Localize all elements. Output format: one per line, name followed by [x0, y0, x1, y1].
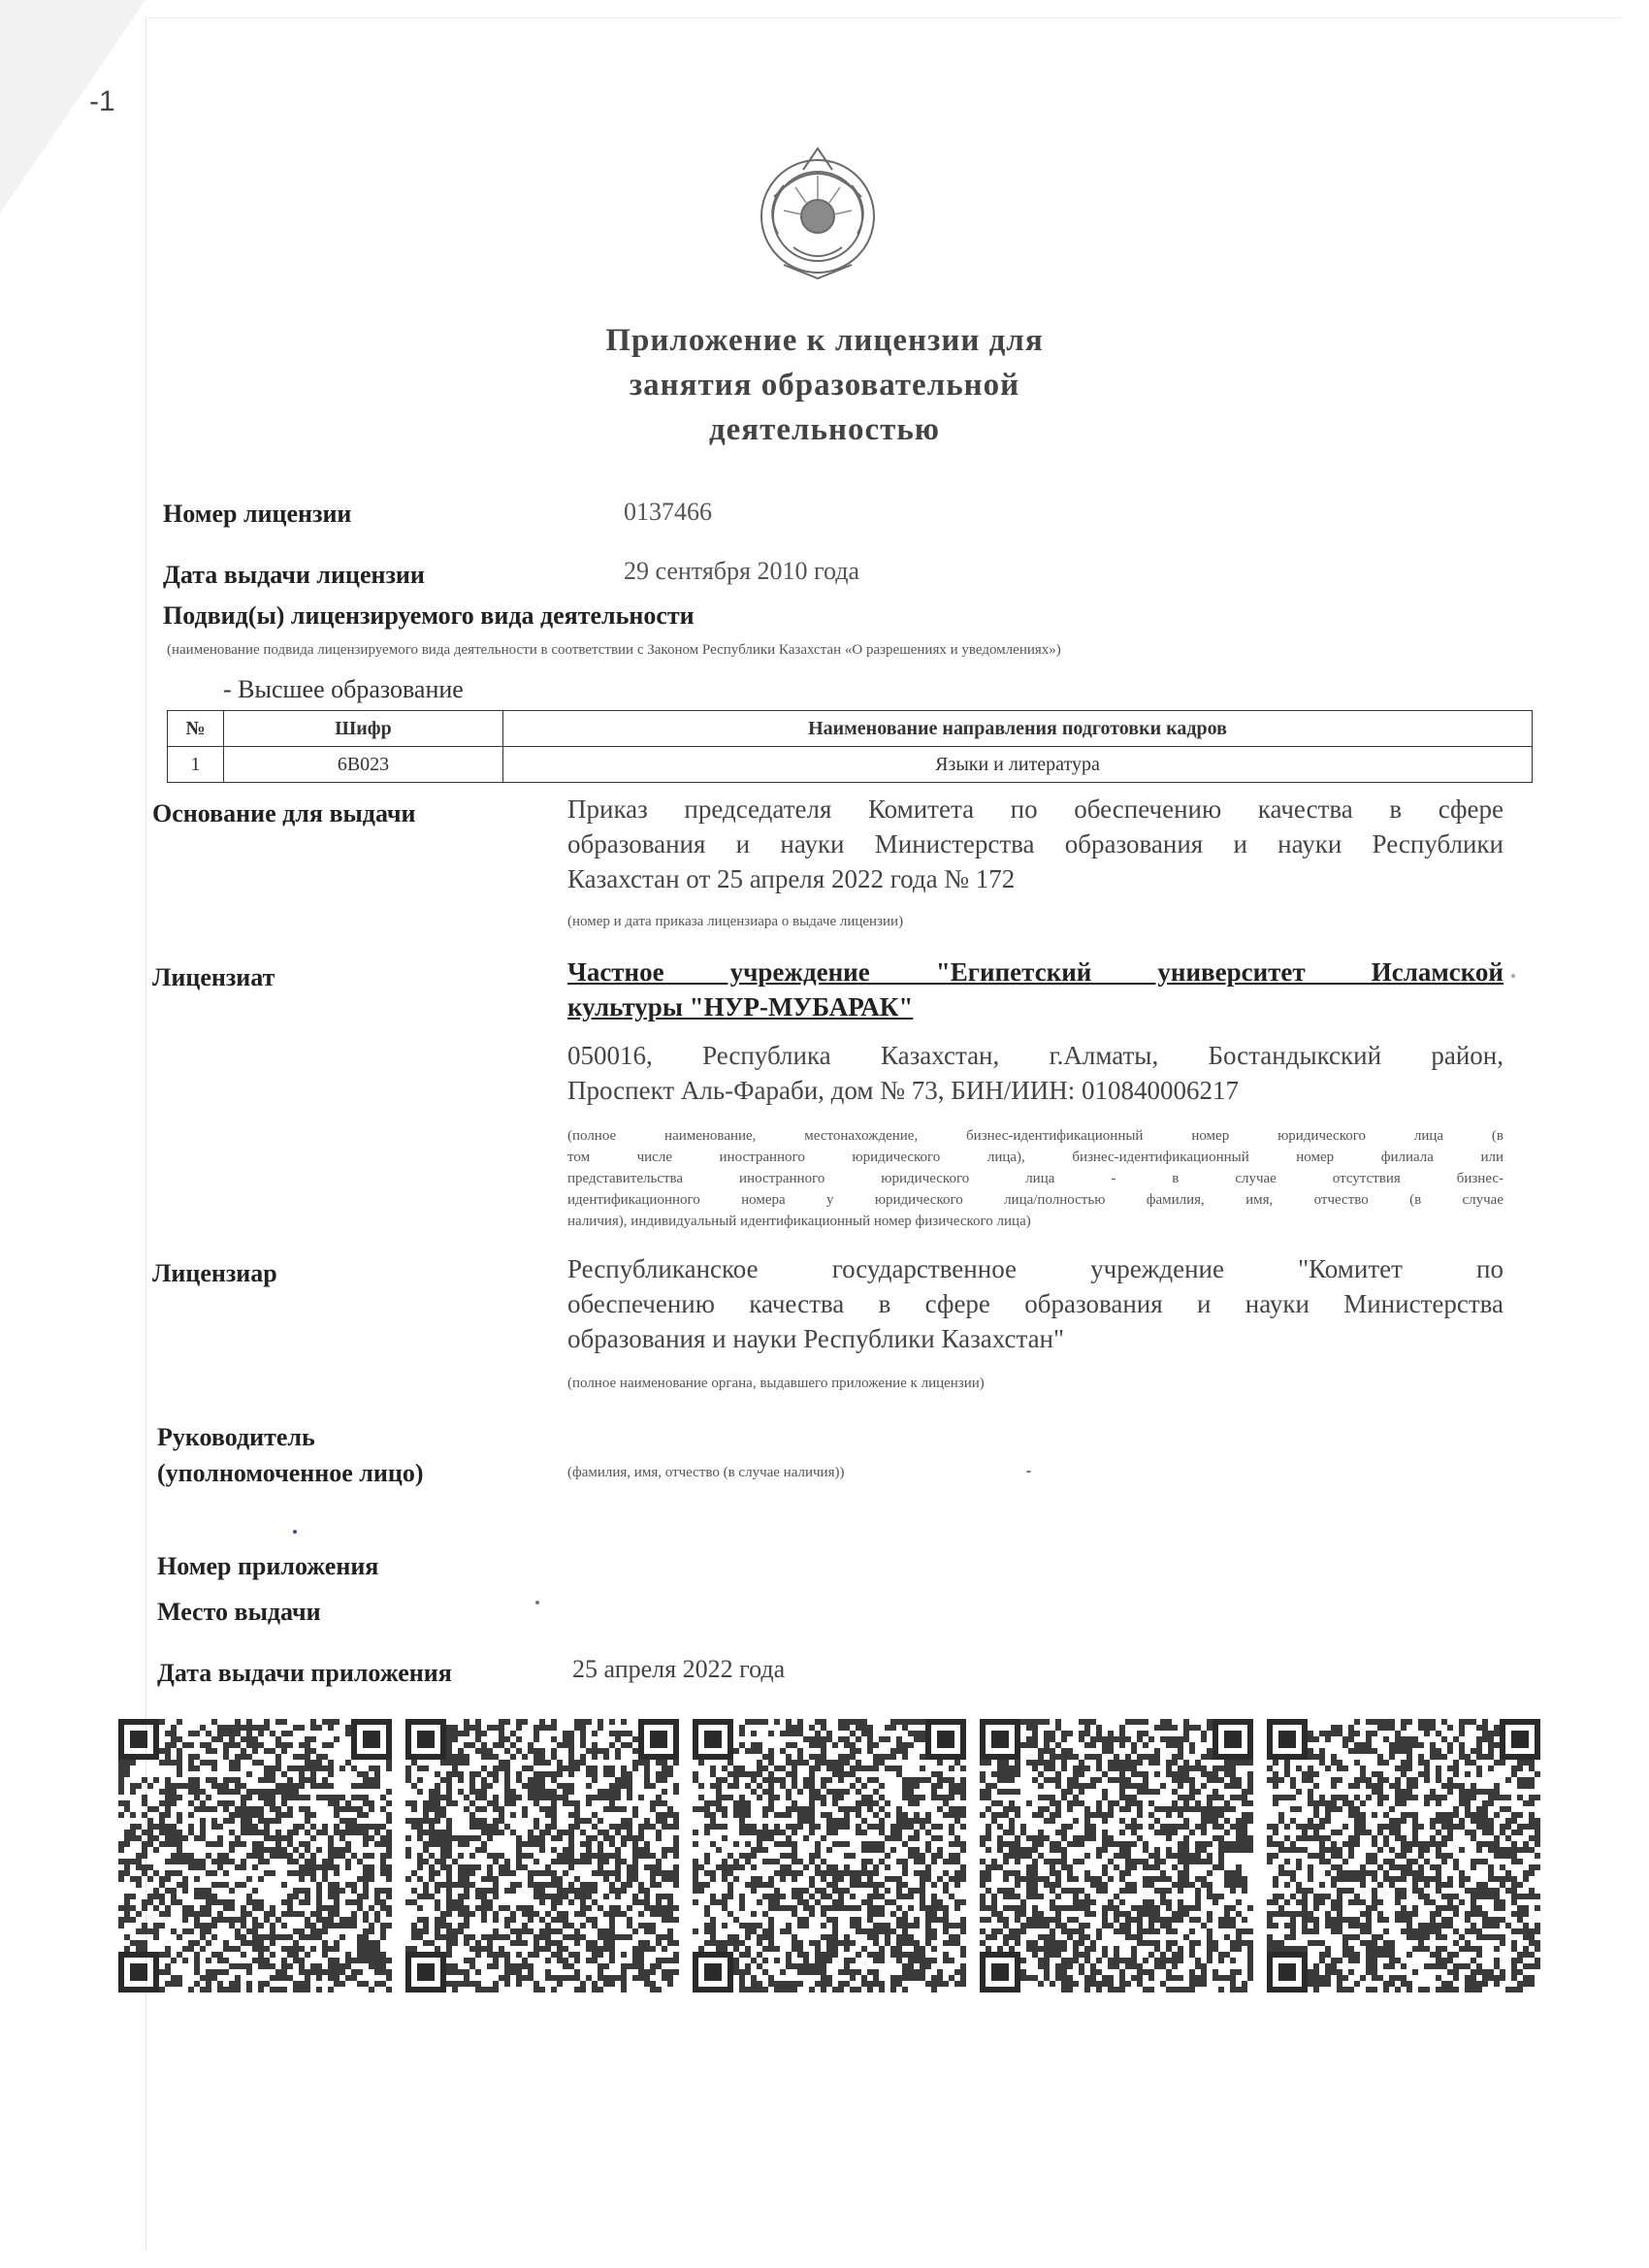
subtypes-label: Подвид(ы) лицензируемого вида деятельности	[163, 601, 695, 630]
basis-line-2: образования и науки Министерства образования и науки Республики	[567, 829, 1504, 859]
folded-page-corner	[0, 0, 146, 213]
licensee-name-line-1: Частное учреждение "Египетский университет Исламской	[567, 957, 1504, 987]
qr-codes	[116, 1715, 1552, 1996]
head-label-line-1: Руководитель	[157, 1423, 315, 1451]
basis-label: Основание для выдачи	[152, 799, 416, 827]
license-number-value: 0137466	[624, 498, 712, 526]
qr-code-3	[693, 1719, 966, 1993]
subtypes-note: (наименование подвида лицензируемого вида деятельности в соответствии с Законом Республики Казахстан «О разрешениях и уведомлениях»)	[167, 642, 1061, 658]
licensee-address-line-2: Проспект Аль-Фараби, дом № 73, БИН/ИИН: 010840006217	[567, 1076, 1239, 1105]
col-header-direction: Наименование направления подготовки кадров	[503, 711, 1533, 747]
licensee-address-line-1: 050016, Республика Казахстан, г.Алматы, Бостандыкский район,	[567, 1041, 1504, 1070]
licensee-name	[567, 955, 1504, 1024]
col-header-number: №	[168, 711, 224, 747]
licensee-note-line-5: наличия), индивидуальный идентификационный номер физического лица)	[567, 1214, 1031, 1229]
head-label-line-2: (уполномоченное лицо)	[157, 1459, 424, 1487]
license-date-value: 29 сентября 2010 года	[624, 557, 860, 585]
programs-table	[167, 710, 1533, 783]
licensor-text	[567, 1251, 1504, 1356]
qr-code-5	[1267, 1719, 1540, 1993]
table-row	[168, 747, 1533, 783]
issue-place-label: Место выдачи	[157, 1598, 321, 1626]
basis-text	[567, 792, 1504, 896]
page-corner-mark: -1	[89, 85, 115, 117]
head-note: (фамилия, имя, отчество (в случае наличия))	[567, 1465, 845, 1480]
col-header-code: Шифр	[224, 711, 503, 747]
document-title: Приложение к лицензии для занятия образовательной деятельностью	[605, 323, 1044, 447]
cell-number: 1	[168, 747, 224, 783]
licensor-line-1: Республиканское государственное учреждение "Комитет по	[567, 1254, 1504, 1283]
licensee-note-line-2: том числе иностранного юридического лица), бизнес-идентификационный номер филиала или	[567, 1150, 1504, 1165]
qr-code-1	[118, 1719, 392, 1993]
licensee-note-line-4: идентификационного номера у юридического лица/полностью фамилия, имя, отчество (в случае	[567, 1192, 1504, 1208]
licensor-label: Лицензиар	[152, 1259, 277, 1287]
subtype-item: - Высшее образование	[223, 675, 464, 703]
qr-code-2	[405, 1719, 679, 1993]
license-date-label: Дата выдачи лицензии	[163, 561, 425, 589]
appendix-number-label: Номер приложения	[157, 1552, 379, 1580]
appendix-date-value: 25 апреля 2022 года	[572, 1655, 786, 1683]
cell-direction: Языки и литература	[503, 747, 1533, 783]
license-number-label: Номер лицензии	[163, 500, 352, 528]
basis-note: (номер и дата приказа лицензиара о выдаче лицензии)	[567, 914, 904, 929]
licensee-name-line-2: культуры "НУР-МУБАРАК"	[567, 992, 914, 1021]
cell-code: 6В023	[224, 747, 503, 783]
licensor-line-2: обеспечению качества в сфере образования и науки Министерства	[567, 1289, 1504, 1318]
state-emblem-icon	[745, 141, 890, 286]
licensee-note-line-3: представительства иностранного юридического лица - в случае отсутствия бизнес-	[567, 1171, 1504, 1186]
scan-speck	[1026, 1471, 1031, 1473]
licensee-note	[567, 1125, 1504, 1232]
licensor-note: (полное наименование органа, выдавшего приложение к лицензии)	[567, 1376, 985, 1391]
basis-line-1: Приказ председателя Комитета по обеспечению качества в сфере	[567, 794, 1504, 824]
basis-line-3: Казахстан от 25 апреля 2022 года № 172	[567, 864, 1016, 893]
licensee-address	[567, 1038, 1504, 1108]
scan-speck	[293, 1530, 297, 1534]
qr-code-strip	[116, 1715, 1552, 1996]
qr-code-4	[980, 1719, 1253, 1993]
appendix-date-label: Дата выдачи приложения	[157, 1659, 452, 1687]
scan-speck	[535, 1601, 539, 1604]
licensee-label: Лицензиат	[152, 963, 275, 991]
table-header-row	[168, 711, 1533, 747]
licensor-line-3: образования и науки Республики Казахстан"	[567, 1324, 1065, 1353]
scan-speck	[1511, 974, 1515, 978]
licensee-note-line-1: (полное наименование, местонахождение, бизнес-идентификационный номер юридического лица (в	[567, 1128, 1504, 1144]
